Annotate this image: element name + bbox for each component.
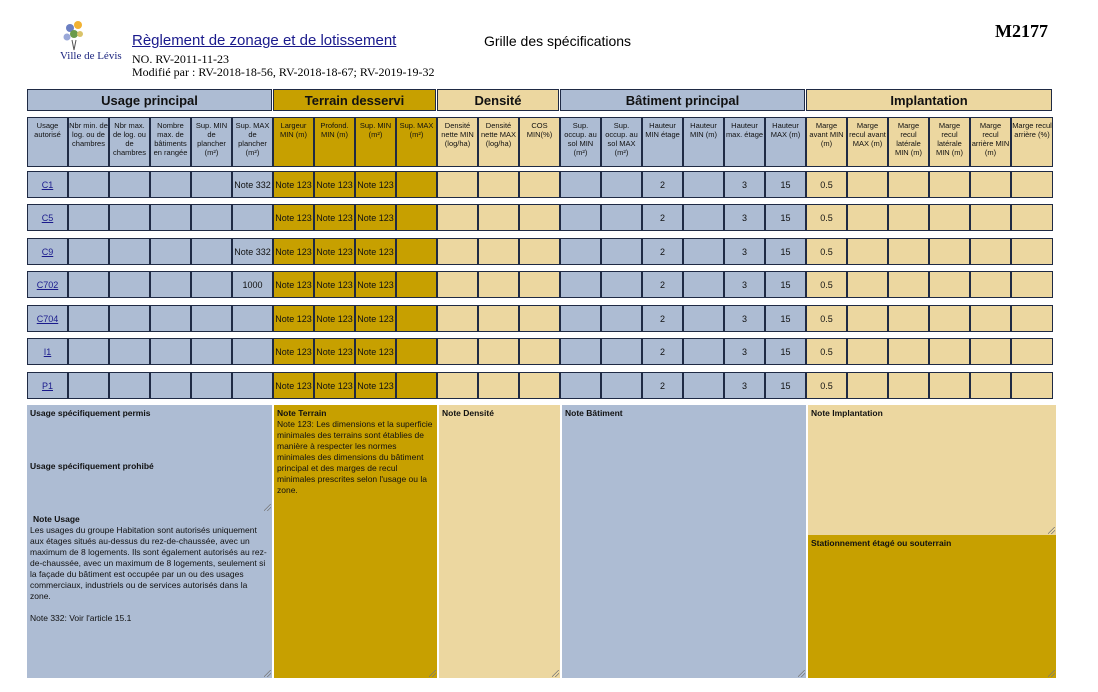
table-cell: Note 332: [232, 171, 273, 198]
table-cell: 2: [642, 204, 683, 231]
reference-number: NO. RV-2011-11-23: [132, 52, 230, 66]
usage-code-link[interactable]: C1: [41, 179, 54, 190]
stationnement-label: Stationnement étagé ou souterrain: [811, 538, 952, 548]
column-header: Sup. MAX (m²): [396, 117, 437, 167]
table-cell: Note 123: [314, 204, 355, 231]
resize-handle[interactable]: [1048, 670, 1055, 677]
usage-code-link[interactable]: C704: [36, 313, 59, 324]
table-cell: [191, 305, 232, 332]
table-cell: [191, 204, 232, 231]
table-cell: [560, 338, 601, 365]
table-cell: [519, 204, 560, 231]
table-cell: [888, 372, 929, 399]
table-cell: 0.5: [806, 204, 847, 231]
table-cell: [601, 305, 642, 332]
resize-handle[interactable]: [264, 504, 271, 511]
table-cell: [970, 171, 1011, 198]
grid-subtitle: Grille des spécifications: [484, 33, 632, 49]
table-cell: [601, 372, 642, 399]
document-title-link[interactable]: Règlement de zonage et de lotissement: [132, 32, 397, 49]
table-cell: 3: [724, 204, 765, 231]
table-cell: [560, 204, 601, 231]
table-cell: [929, 338, 970, 365]
table-cell: [191, 171, 232, 198]
table-cell: [150, 204, 191, 231]
table-cell: [109, 238, 150, 265]
table-cell: [560, 271, 601, 298]
table-cell: 3: [724, 372, 765, 399]
column-header: Marge recul avant MAX (m): [847, 117, 888, 167]
table-cell: 2: [642, 171, 683, 198]
table-cell: [888, 338, 929, 365]
table-cell: [888, 305, 929, 332]
column-header: Usage autorisé: [27, 117, 68, 167]
table-cell: [437, 305, 478, 332]
table-cell: [970, 238, 1011, 265]
table-cell: 2: [642, 338, 683, 365]
table-cell: [519, 238, 560, 265]
column-header: COS MIN(%): [519, 117, 560, 167]
table-cell: [150, 238, 191, 265]
group-header: Densité: [437, 89, 559, 111]
usage-code-cell[interactable]: [27, 305, 68, 332]
usage-code-link[interactable]: C702: [36, 279, 59, 290]
table-cell: [478, 271, 519, 298]
table-cell: [1011, 204, 1053, 231]
note-usage-label: Note Usage: [33, 514, 80, 524]
table-cell: [396, 372, 437, 399]
table-cell: Note 123: [273, 171, 314, 198]
table-cell: [437, 372, 478, 399]
table-cell: 3: [724, 238, 765, 265]
column-header: Sup. MIN (m²): [355, 117, 396, 167]
table-cell: [519, 271, 560, 298]
table-cell: [560, 171, 601, 198]
table-cell: 0.5: [806, 238, 847, 265]
table-cell: 15: [765, 271, 806, 298]
table-cell: [888, 171, 929, 198]
usage-notes-panel: [27, 405, 272, 678]
table-cell: 3: [724, 305, 765, 332]
table-cell: Note 123: [355, 171, 396, 198]
table-cell: [847, 305, 888, 332]
table-cell: [437, 204, 478, 231]
table-cell: Note 123: [273, 305, 314, 332]
table-cell: [601, 171, 642, 198]
table-cell: [232, 338, 273, 365]
table-cell: [560, 305, 601, 332]
table-cell: [437, 238, 478, 265]
table-cell: [847, 238, 888, 265]
table-cell: [888, 271, 929, 298]
usage-code-link[interactable]: C9: [41, 246, 54, 257]
table-cell: [191, 271, 232, 298]
table-cell: [601, 238, 642, 265]
table-cell: 15: [765, 305, 806, 332]
resize-handle[interactable]: [264, 670, 271, 677]
table-cell: 15: [765, 372, 806, 399]
table-cell: [970, 338, 1011, 365]
table-cell: [929, 204, 970, 231]
table-cell: Note 123: [355, 271, 396, 298]
note-implantation-panel: [808, 405, 1056, 535]
table-cell: [929, 238, 970, 265]
table-cell: 15: [765, 238, 806, 265]
modified-by: Modifié par : RV-2018-18-56, RV-2018-18-67; RV-2019-19-32: [132, 65, 435, 79]
table-cell: Note 123: [273, 372, 314, 399]
table-cell: [929, 372, 970, 399]
table-cell: [519, 171, 560, 198]
resize-handle[interactable]: [552, 670, 559, 677]
note-batiment-panel: [562, 405, 806, 678]
table-cell: [929, 171, 970, 198]
usage-code-link[interactable]: P1: [41, 380, 53, 391]
column-header: Marge recul arrière (%): [1011, 117, 1053, 167]
table-cell: [888, 238, 929, 265]
column-header: Hauteur max. étage: [724, 117, 765, 167]
table-cell: [68, 338, 109, 365]
table-cell: [683, 238, 724, 265]
table-cell: 15: [765, 204, 806, 231]
usage-permis-label: Usage spécifiquement permis: [30, 408, 151, 418]
table-cell: [1011, 238, 1053, 265]
table-cell: [888, 204, 929, 231]
table-cell: [929, 271, 970, 298]
table-cell: [68, 171, 109, 198]
table-cell: Note 123: [355, 372, 396, 399]
table-cell: 3: [724, 271, 765, 298]
table-cell: [683, 305, 724, 332]
table-cell: [478, 372, 519, 399]
table-cell: 2: [642, 238, 683, 265]
usage-code-cell[interactable]: [27, 271, 68, 298]
table-cell: [970, 204, 1011, 231]
table-cell: 3: [724, 338, 765, 365]
table-cell: [232, 372, 273, 399]
table-cell: Note 123: [314, 372, 355, 399]
table-cell: Note 123: [314, 171, 355, 198]
table-cell: 0.5: [806, 305, 847, 332]
zone-code: M2177: [995, 21, 1048, 41]
table-cell: [68, 305, 109, 332]
table-cell: [232, 204, 273, 231]
table-cell: [601, 271, 642, 298]
note-batiment-label: Note Bâtiment: [565, 408, 623, 418]
table-cell: [478, 238, 519, 265]
column-header: Densité nette MIN (log/ha): [437, 117, 478, 167]
table-cell: 15: [765, 338, 806, 365]
stationnement-panel: [808, 535, 1056, 678]
table-cell: [519, 305, 560, 332]
note-densite-label: Note Densité: [442, 408, 494, 418]
table-cell: [68, 372, 109, 399]
table-cell: Note 332: [232, 238, 273, 265]
table-cell: [683, 171, 724, 198]
usage-code-cell[interactable]: [27, 204, 68, 231]
city-name: Ville de Lévis: [60, 50, 122, 62]
table-cell: [478, 338, 519, 365]
table-cell: [150, 338, 191, 365]
table-cell: [683, 271, 724, 298]
resize-handle[interactable]: [1048, 527, 1055, 534]
table-cell: [396, 271, 437, 298]
table-cell: [970, 305, 1011, 332]
table-cell: 0.5: [806, 338, 847, 365]
table-cell: [683, 204, 724, 231]
column-header: Sup. MAX de plancher (m²): [232, 117, 273, 167]
table-cell: [970, 271, 1011, 298]
table-cell: [560, 372, 601, 399]
table-cell: 0.5: [806, 372, 847, 399]
column-header: Sup. occup. au sol MAX (m²): [601, 117, 642, 167]
table-cell: [150, 171, 191, 198]
column-header: Sup. MIN de plancher (m²): [191, 117, 232, 167]
table-cell: [1011, 271, 1053, 298]
table-cell: [478, 204, 519, 231]
table-cell: 2: [642, 305, 683, 332]
column-header: Marge recul latérale MIN (m): [929, 117, 970, 167]
table-cell: [191, 372, 232, 399]
table-cell: [191, 238, 232, 265]
table-cell: Note 123: [273, 338, 314, 365]
resize-handle[interactable]: [798, 670, 805, 677]
column-header: Hauteur MIN (m): [683, 117, 724, 167]
table-cell: 2: [642, 271, 683, 298]
note-terrain-label: Note Terrain: [277, 408, 327, 418]
table-cell: [109, 305, 150, 332]
table-cell: [929, 305, 970, 332]
table-cell: [396, 305, 437, 332]
table-cell: Note 123: [355, 305, 396, 332]
column-header: Marge recul latérale MIN (m): [888, 117, 929, 167]
note-implantation-label: Note Implantation: [811, 408, 883, 418]
column-header: Sup. occup. au sol MIN (m²): [560, 117, 601, 167]
usage-code-cell[interactable]: [27, 338, 68, 365]
table-cell: [68, 204, 109, 231]
table-cell: [68, 271, 109, 298]
table-cell: [150, 372, 191, 399]
table-cell: [847, 171, 888, 198]
column-header: Nbr max. de log. ou de chambres: [109, 117, 150, 167]
column-header: Hauteur MIN étage: [642, 117, 683, 167]
table-cell: [970, 372, 1011, 399]
table-cell: 3: [724, 171, 765, 198]
table-cell: [601, 204, 642, 231]
table-cell: [683, 338, 724, 365]
table-cell: [109, 338, 150, 365]
table-cell: [437, 171, 478, 198]
note-332-text: Note 332: Voir l'article 15.1: [30, 613, 132, 623]
column-header: Profond. MIN (m): [314, 117, 355, 167]
table-cell: [396, 238, 437, 265]
table-cell: Note 123: [355, 238, 396, 265]
table-cell: [437, 338, 478, 365]
table-cell: [150, 305, 191, 332]
table-cell: Note 123: [273, 204, 314, 231]
usage-code-link[interactable]: I1: [43, 346, 52, 357]
table-cell: [109, 372, 150, 399]
group-header: Terrain desservi: [273, 89, 436, 111]
note-densite-panel: [439, 405, 560, 678]
usage-code-cell[interactable]: [27, 171, 68, 198]
table-cell: 2: [642, 372, 683, 399]
table-cell: [109, 204, 150, 231]
table-cell: [396, 338, 437, 365]
table-cell: Note 123: [355, 338, 396, 365]
table-cell: [519, 372, 560, 399]
note-usage-text: Les usages du groupe Habitation sont autorisés uniquement aux étages situés au-dessus du rez-de-chaussée, avec un maximum de 8 logements. Ils sont également autorisés au rez-de-chaussée, avec un maximum de 8 logements, seulement si la façade du bâtiment est occupée par un ou des usages commerciaux, industriels ou de services autorisés dans la zone.: [30, 525, 267, 601]
group-header: Bâtiment principal: [560, 89, 805, 111]
table-cell: Note 123: [314, 338, 355, 365]
table-cell: 0.5: [806, 271, 847, 298]
table-cell: [847, 372, 888, 399]
table-cell: [683, 372, 724, 399]
note-terrain-panel: [274, 405, 437, 678]
group-header: Usage principal: [27, 89, 272, 111]
table-cell: [437, 271, 478, 298]
table-cell: [478, 305, 519, 332]
usage-code-cell[interactable]: [27, 372, 68, 399]
table-cell: [109, 271, 150, 298]
table-cell: [478, 171, 519, 198]
table-cell: 0.5: [806, 171, 847, 198]
table-cell: [1011, 338, 1053, 365]
table-cell: Note 123: [355, 204, 396, 231]
column-header: Nbr min. de log. ou de chambres: [68, 117, 109, 167]
note-terrain-text: Note 123: Les dimensions et la superficie minimales des terrains sont établies de manière à respecter les normes minimales des dimensions du bâtiment principal et des marges de recul minimales prescrites selon l'usage ou la zone.: [277, 419, 433, 495]
table-cell: [1011, 372, 1053, 399]
table-cell: Note 123: [273, 271, 314, 298]
usage-code-cell[interactable]: [27, 238, 68, 265]
table-cell: [847, 271, 888, 298]
table-cell: [1011, 171, 1053, 198]
table-cell: [109, 171, 150, 198]
table-cell: [150, 271, 191, 298]
usage-code-link[interactable]: C5: [41, 212, 54, 223]
column-header: Hauteur MAX (m): [765, 117, 806, 167]
usage-prohibe-label: Usage spécifiquement prohibé: [30, 461, 154, 471]
table-cell: [560, 238, 601, 265]
column-header: Marge recul arrière MIN (m): [970, 117, 1011, 167]
resize-handle[interactable]: [429, 670, 436, 677]
table-cell: Note 123: [314, 271, 355, 298]
column-header: Densité nette MAX (log/ha): [478, 117, 519, 167]
table-cell: Note 123: [314, 305, 355, 332]
table-cell: [232, 305, 273, 332]
table-cell: [396, 171, 437, 198]
column-header: Nombre max. de bâtiments en rangée: [150, 117, 191, 167]
table-cell: 1000: [232, 271, 273, 298]
group-header: Implantation: [806, 89, 1052, 111]
column-header: Marge avant MIN (m): [806, 117, 847, 167]
table-cell: Note 123: [314, 238, 355, 265]
table-cell: [601, 338, 642, 365]
table-cell: [191, 338, 232, 365]
table-cell: [847, 204, 888, 231]
table-cell: [68, 238, 109, 265]
table-cell: 15: [765, 171, 806, 198]
table-cell: [1011, 305, 1053, 332]
table-cell: Note 123: [273, 238, 314, 265]
column-header: Largeur MIN (m): [273, 117, 314, 167]
table-cell: [847, 338, 888, 365]
table-cell: [519, 338, 560, 365]
table-cell: [396, 204, 437, 231]
